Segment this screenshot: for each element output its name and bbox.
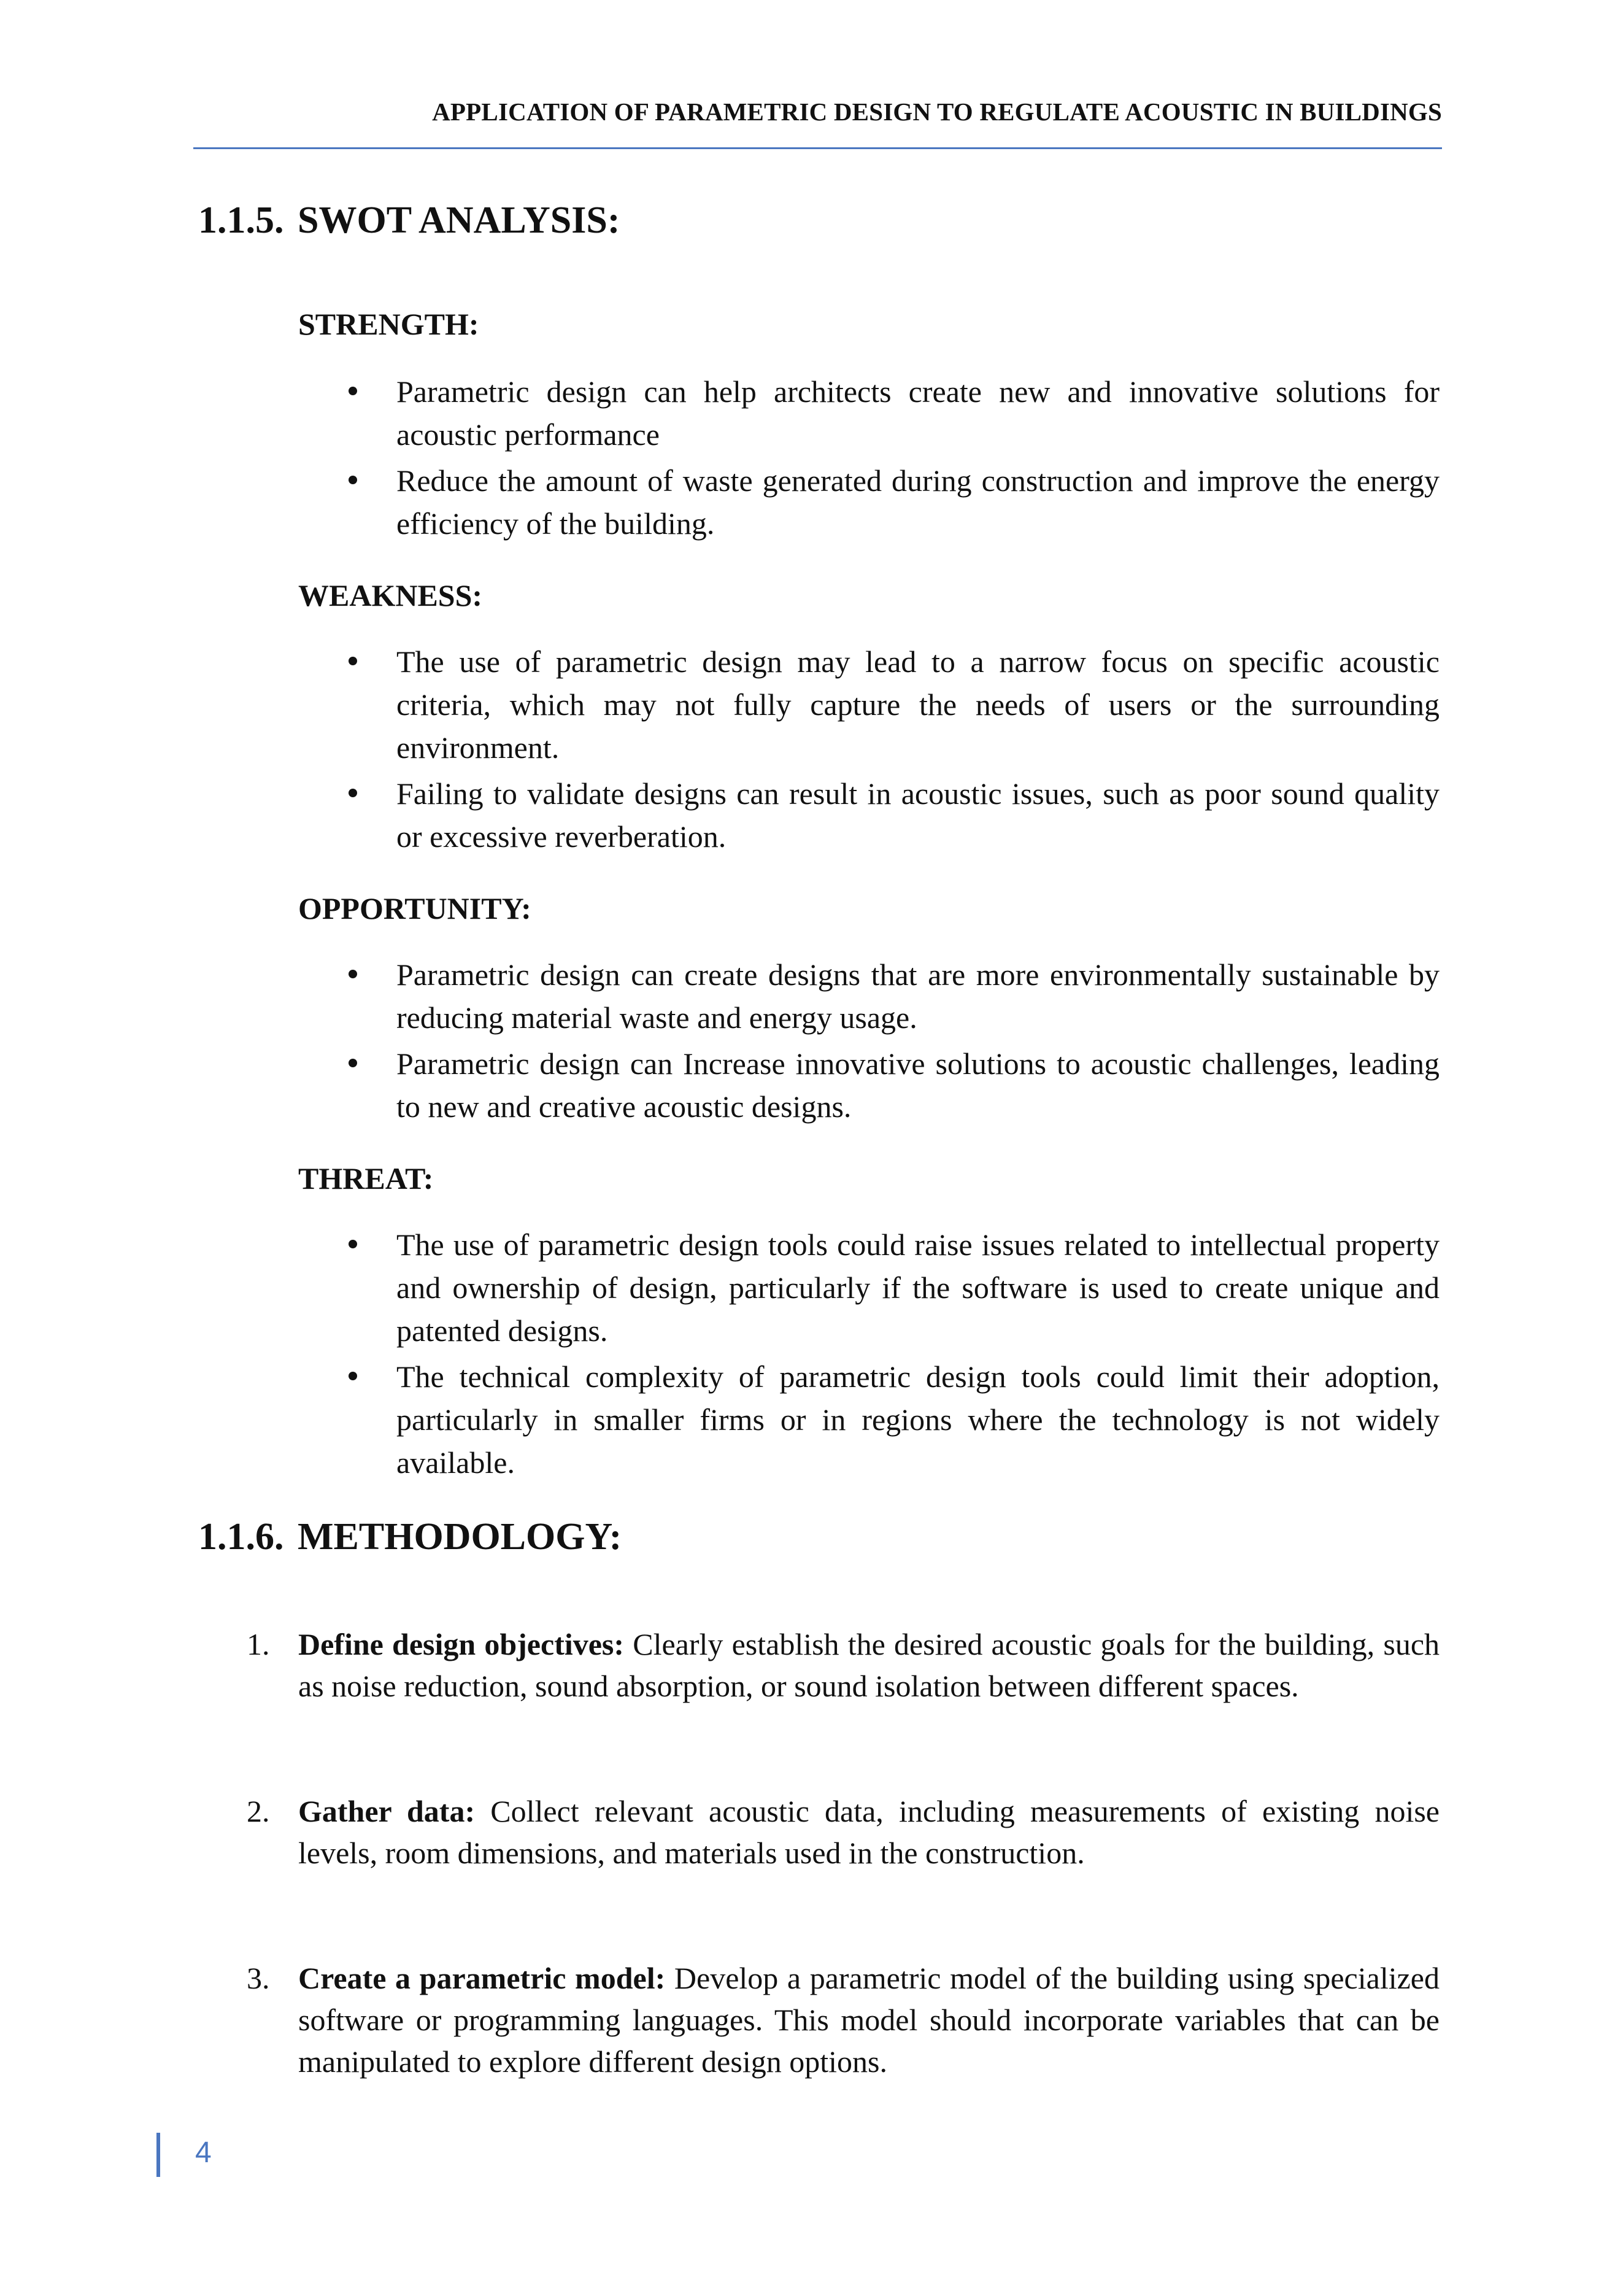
list-item: The technical complexity of parametric design tools could limit their adoption, particularly in smaller firms or in regions where the technology is not widely available. (298, 1355, 1440, 1484)
list-item: Failing to validate designs can result in acoustic issues, such as poor sound quality or excessive reverberation. (298, 772, 1440, 858)
step-text: Clearly establish the desired acoustic goals for the building, such as noise reduction, sound absorption, or sound isolation between different spaces. (298, 1627, 1440, 1703)
strength-list (298, 370, 1440, 548)
step-term: Create a parametric model: (298, 1961, 666, 1995)
step-term: Gather data: (298, 1794, 476, 1828)
section-number: 1.1.6. (198, 1516, 284, 1558)
step-text: Collect relevant acoustic data, including measurements of existing noise levels, room dimensions, and materials used in the construction. (298, 1794, 1440, 1870)
step-number: 3. (247, 1961, 270, 1995)
weakness-heading: WEAKNESS: (298, 578, 483, 613)
header-rule (193, 147, 1442, 149)
bullet-icon (349, 387, 357, 395)
opportunity-heading: OPPORTUNITY: (298, 891, 531, 926)
list-item: Reduce the amount of waste generated during construction and improve the energy efficiency of the building. (298, 459, 1440, 545)
list-item: The use of parametric design may lead to a narrow focus on specific acoustic criteria, which may not fully capture the needs of users or the surrounding environment. (298, 640, 1440, 769)
section-title: SWOT ANALYSIS: (298, 199, 620, 241)
methodology-step (247, 1790, 1440, 1874)
methodology-step (247, 1957, 1440, 2082)
opportunity-list (298, 953, 1440, 1131)
list-item: Parametric design can Increase innovative solutions to acoustic challenges, leading to new and creative acoustic designs. (298, 1042, 1440, 1128)
bullet-icon (349, 657, 357, 665)
threat-list (298, 1223, 1440, 1487)
section-heading-methodology (198, 1516, 622, 1558)
bullet-icon (349, 1240, 357, 1248)
bullet-icon (349, 970, 357, 978)
step-number: 2. (247, 1794, 270, 1828)
strength-heading: STRENGTH: (298, 307, 479, 341)
running-header: APPLICATION OF PARAMETRIC DESIGN TO REGULATE ACOUSTIC IN BUILDINGS (432, 98, 1442, 126)
step-text: Develop a parametric model of the building using specialized software or programming languages. This model should incorporate variables that can be manipulated to explore different design options. (298, 1961, 1440, 2079)
threat-heading: THREAT: (298, 1161, 434, 1196)
weakness-list (298, 640, 1440, 861)
section-number: 1.1.5. (198, 199, 284, 241)
section-title: METHODOLOGY: (298, 1516, 622, 1558)
methodology-step (247, 1623, 1440, 1707)
bullet-icon (349, 789, 357, 797)
step-number: 1. (247, 1627, 270, 1661)
page-number-bar (156, 2133, 160, 2177)
section-heading-swot (198, 199, 620, 241)
bullet-icon (349, 1372, 357, 1380)
list-item: Parametric design can create designs that are more environmentally sustainable by reducing material waste and energy usage. (298, 953, 1440, 1039)
bullet-icon (349, 1059, 357, 1067)
bullet-icon (349, 476, 357, 484)
step-term: Define design objectives: (298, 1627, 625, 1661)
page-number: 4 (195, 2136, 212, 2169)
list-item: Parametric design can help architects create new and innovative solutions for acoustic performance (298, 370, 1440, 456)
list-item: The use of parametric design tools could raise issues related to intellectual property and ownership of design, particularly if the software is used to create unique and patented designs. (298, 1223, 1440, 1352)
